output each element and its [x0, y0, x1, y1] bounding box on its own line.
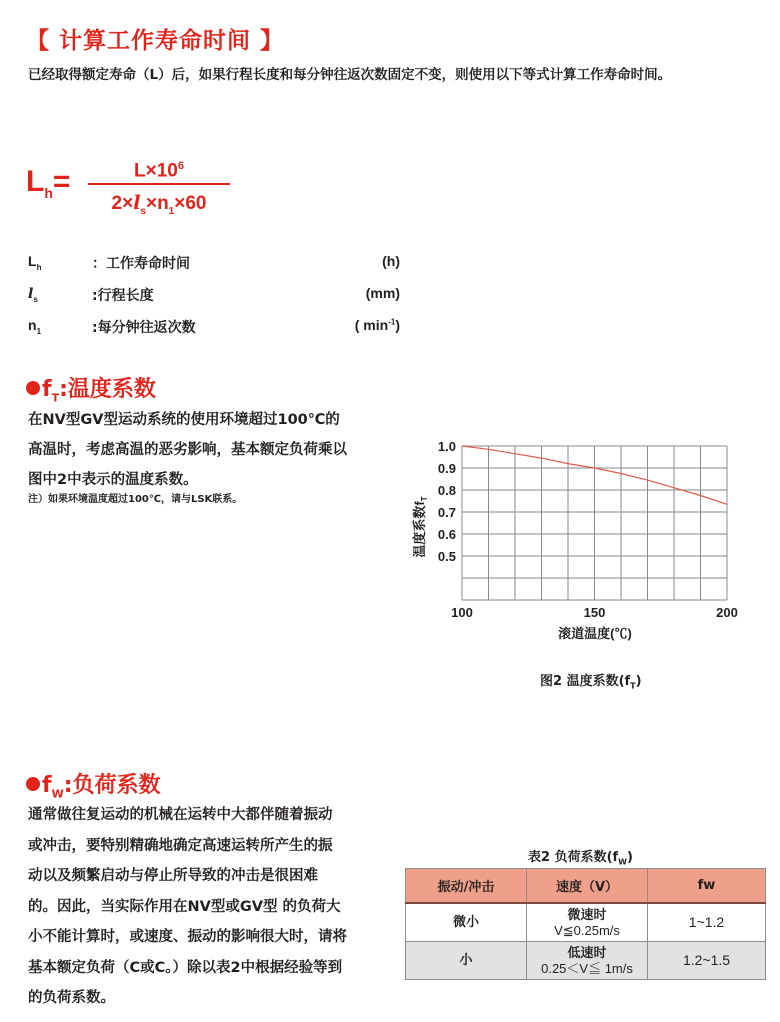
paragraph-line: 动以及频繁启动与停止所导致的冲击是很困难	[28, 868, 318, 884]
y-tick-label: 0.6	[437, 527, 456, 542]
figure-caption	[540, 670, 642, 691]
speed-label: 微速时	[567, 907, 607, 923]
symbol-main: l	[28, 286, 34, 302]
bullet-dot-icon	[26, 777, 40, 791]
temperature-chart	[400, 430, 760, 660]
header-impact: 振动/冲击	[406, 869, 527, 904]
definition-row-ls	[28, 285, 400, 309]
den-part3: ×60	[174, 193, 207, 214]
heading-sub: T	[51, 391, 60, 405]
speed-range: V≦0.25m/s	[554, 922, 620, 938]
chart-grid	[462, 446, 727, 600]
cell-speed	[527, 903, 648, 942]
paragraph-line: 在NV型GV型运动系统的使用环境超过100℃的	[28, 412, 340, 428]
header-speed: 速度（V）	[527, 869, 648, 904]
x-tick-label: 100	[451, 605, 473, 620]
temp-note: 注）如果环境温度超过100℃，请与LSK联系。	[28, 494, 243, 505]
numerator-base: L×10	[134, 160, 178, 182]
y-tick-label: 0.7	[437, 505, 456, 520]
paragraph-line: 图中2中表示的温度系数。	[28, 472, 198, 488]
caption-sub: T	[630, 681, 636, 691]
heading-text: :负荷系数	[63, 773, 161, 798]
table-row	[406, 942, 766, 980]
definition-row-lh	[28, 253, 400, 277]
definition-desc: :行程长度	[92, 288, 154, 304]
symbol-main: L	[28, 253, 37, 269]
intro-paragraph: 已经取得额定寿命（L）后，如果行程长度和每分钟往返次数固定不变，则使用以下等式计算工作寿命时间。	[28, 67, 672, 83]
caption-text: 表2 负荷系数(f	[528, 850, 619, 865]
temp-paragraph	[28, 405, 398, 495]
definition-desc: :每分钟往返次数	[92, 320, 196, 336]
table-caption	[528, 846, 633, 867]
unit-sup: -1	[388, 317, 396, 327]
x-tick-labels	[451, 605, 738, 620]
paragraph-line: 高温时，考虑高温的恶劣影响，基本额定负荷乘以	[28, 442, 347, 458]
symbol-sub: h	[36, 262, 42, 272]
definition-row-n1	[28, 317, 400, 341]
unit-close: )	[395, 317, 400, 333]
formula-fraction	[88, 152, 230, 217]
fraction-bar	[88, 183, 230, 185]
load-factor-table	[405, 868, 766, 980]
symbol-main: n	[28, 317, 37, 333]
caption-close: )	[627, 850, 633, 865]
symbol-sub: s	[33, 294, 38, 304]
heading-f: f	[42, 773, 52, 798]
caption-close: )	[635, 674, 642, 689]
formula-numerator	[88, 152, 230, 180]
formula-equals: =	[52, 165, 71, 198]
y-tick-label: 1.0	[437, 439, 456, 454]
paragraph-line: 或冲击，要特别精确地确定高速运转所产生的振	[28, 837, 333, 854]
cell-fw: 1~1.2	[648, 903, 766, 942]
symbol-sub: 1	[36, 326, 42, 336]
paragraph-line: 的。因此，当实际作用在NV型或GV型 的负荷大	[28, 898, 341, 915]
definition-symbol	[28, 285, 38, 304]
bullet-dot-icon	[26, 381, 40, 395]
definition-symbol	[28, 253, 41, 272]
speed-range: 0.25＜V≦ 1m/s	[541, 960, 633, 976]
numerator-exponent: 6	[177, 160, 184, 172]
x-tick-label: 200	[716, 605, 738, 620]
heading-sub: W	[51, 787, 64, 801]
definition-unit	[355, 317, 400, 333]
definition-desc: ：工作寿命时间	[92, 256, 190, 272]
load-section-heading	[26, 768, 161, 800]
y-tick-labels	[438, 439, 456, 564]
den-part1: 2×	[111, 193, 134, 214]
speed-label: 低速时	[567, 945, 607, 961]
paragraph-line: 的负荷系数。	[28, 990, 115, 1006]
definition-symbol	[28, 317, 41, 336]
heading-f: f	[42, 377, 52, 402]
load-paragraph	[28, 800, 398, 1014]
caption-text: 图2 温度系数(f	[540, 674, 631, 689]
paragraph-line: 小不能计算时，或速度、振动的影响很大时，请将	[28, 929, 347, 945]
formula-lhs-sub: h	[44, 185, 53, 201]
cell-impact: 小	[406, 942, 527, 980]
cell-speed	[527, 942, 648, 980]
x-axis-label: 滚道温度(℃)	[558, 626, 632, 641]
x-tick-label: 150	[583, 605, 606, 620]
y-tick-label: 0.8	[437, 483, 456, 498]
definition-unit: (h)	[382, 253, 400, 269]
den-n-sub: 1	[168, 205, 175, 217]
heading-text: :温度系数	[59, 377, 156, 402]
unit-text: ( min	[354, 317, 389, 333]
y-tick-label: 0.5	[437, 549, 456, 564]
den-part2: ×n	[145, 193, 169, 214]
caption-sub: W	[618, 857, 627, 867]
header-fw: fw	[648, 869, 766, 904]
den-stroke-sub: s	[140, 205, 146, 217]
y-tick-label: 0.9	[437, 461, 456, 476]
temp-section-heading	[26, 372, 156, 404]
paragraph-line: 通常做往复运动的机械在运转中大都伴随着振动	[28, 807, 333, 823]
cell-fw: 1.2~1.5	[648, 942, 766, 980]
cell-impact: 微小	[406, 903, 527, 942]
y-axis-label: 温度系数$f_T$	[412, 496, 429, 558]
formula-lhs-symbol: L	[26, 165, 45, 198]
page-title: 【 计算工作寿命时间 】	[26, 28, 285, 54]
den-stroke-symbol: l	[133, 192, 141, 214]
formula-lhs	[26, 165, 70, 201]
table-row	[406, 903, 766, 942]
table-header-row	[406, 869, 766, 904]
definition-unit: (mm)	[365, 285, 400, 301]
paragraph-line: 基本额定负荷（C或C。）除以表2中根据经验等到	[28, 959, 343, 976]
formula-denominator	[88, 189, 230, 217]
